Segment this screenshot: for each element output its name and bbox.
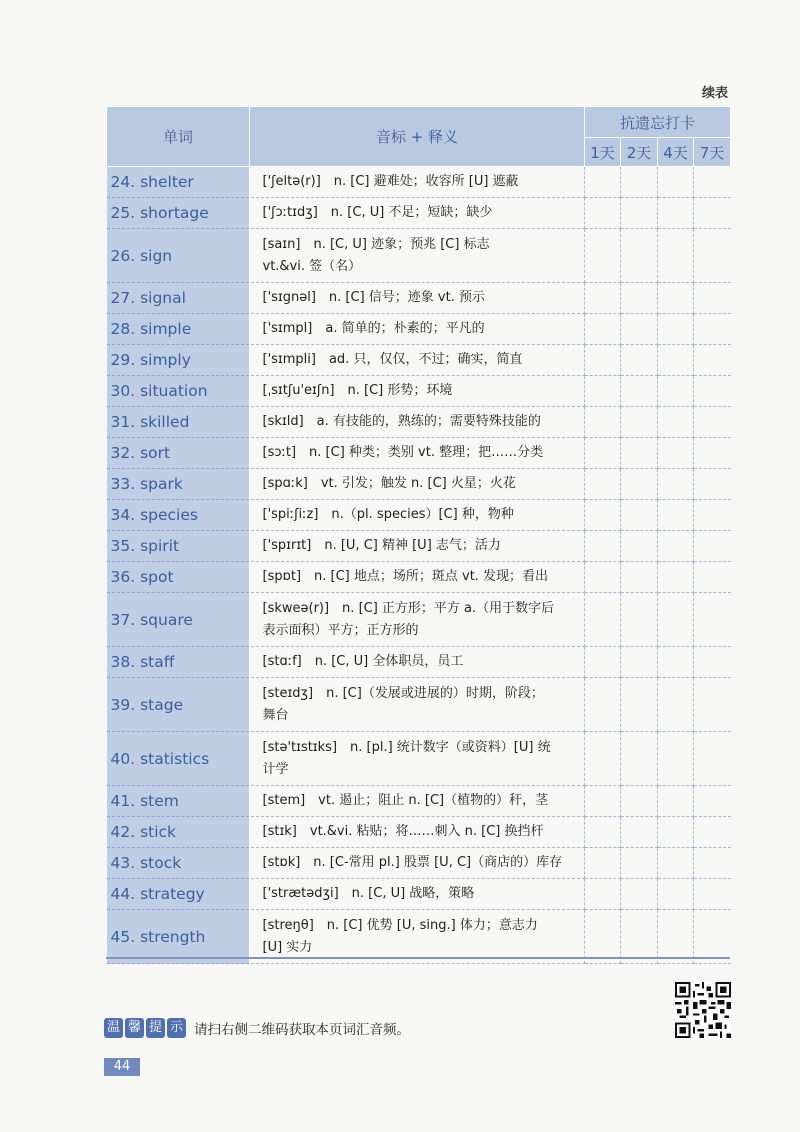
word-cell: 26. sign	[107, 229, 250, 283]
word-cell: 37. square	[107, 593, 250, 647]
checkin-cell-day-1[interactable]	[585, 817, 621, 848]
definition-line: [skɪld] a. 有技能的，熟练的；需要特殊技能的	[262, 414, 541, 429]
checkin-cell-day-2[interactable]	[621, 314, 658, 345]
table-row	[107, 198, 731, 229]
table-row	[107, 469, 731, 500]
checkin-cell-day-2[interactable]	[621, 345, 658, 376]
definition-cell	[250, 562, 585, 593]
checkin-cell-day-1[interactable]	[585, 647, 621, 678]
definition-line: [streŋθ] n. [C] 优势 [U, sing.] 体力；意志力	[262, 917, 538, 933]
word-cell: 29. simply	[107, 345, 250, 376]
continued-label: 续表	[701, 86, 728, 101]
checkin-cell-day-7[interactable]	[694, 229, 731, 283]
checkin-cell-day-2[interactable]	[621, 198, 658, 229]
definition-cell	[250, 283, 585, 314]
definition-line: 计学	[262, 761, 289, 777]
definition-cell	[250, 817, 585, 848]
definition-line: [stɒk] n. [C-常用 pl.] 股票 [U, C]（商店的）库存	[262, 855, 563, 870]
definition-cell	[250, 167, 585, 198]
checkin-cell-day-7[interactable]	[694, 376, 731, 407]
tip-badge-char: 馨	[125, 1018, 144, 1038]
checkin-cell-day-2[interactable]	[621, 407, 658, 438]
checkin-cell-day-1[interactable]	[585, 229, 621, 283]
checkin-cell-day-2[interactable]	[621, 562, 658, 593]
checkin-cell-day-4[interactable]	[658, 879, 694, 910]
checkin-cell-day-2[interactable]	[621, 732, 658, 786]
checkin-cell-day-4[interactable]	[658, 786, 694, 817]
definition-line: ['ʃɔːtɪdʒ] n. [C, U] 不足；短缺；缺少	[262, 205, 493, 220]
header-day-7: 7天	[694, 138, 731, 167]
checkin-cell-day-1[interactable]	[585, 786, 621, 817]
checkin-cell-day-1[interactable]	[585, 879, 621, 910]
checkin-cell-day-4[interactable]	[658, 678, 694, 732]
checkin-cell-day-1[interactable]	[585, 167, 621, 198]
checkin-cell-day-7[interactable]	[694, 593, 731, 647]
checkin-cell-day-1[interactable]	[585, 910, 621, 964]
definition-cell	[250, 376, 585, 407]
table-row	[107, 283, 731, 314]
table-row	[107, 647, 731, 678]
definition-cell	[250, 910, 585, 964]
checkin-cell-day-4[interactable]	[658, 198, 694, 229]
definition-line: [spɑːk] vt. 引发；触发 n. [C] 火星；火花	[262, 476, 516, 491]
table-row	[107, 229, 731, 283]
definition-line: [ˌsɪtʃu'eɪʃn] n. [C] 形势；环境	[262, 383, 453, 398]
word-cell: 33. spark	[107, 469, 250, 500]
checkin-cell-day-2[interactable]	[621, 469, 658, 500]
table-row	[107, 562, 731, 593]
checkin-cell-day-1[interactable]	[585, 469, 621, 500]
definition-line: 舞台	[262, 707, 289, 723]
checkin-cell-day-2[interactable]	[621, 500, 658, 531]
checkin-cell-day-7[interactable]	[694, 732, 731, 786]
checkin-cell-day-7[interactable]	[694, 817, 731, 848]
checkin-cell-day-7[interactable]	[694, 531, 731, 562]
qr-code-icon[interactable]	[675, 982, 731, 1038]
checkin-cell-day-4[interactable]	[658, 562, 694, 593]
checkin-cell-day-1[interactable]	[585, 848, 621, 879]
tip-badge	[104, 1018, 186, 1038]
checkin-cell-day-1[interactable]	[585, 678, 621, 732]
header-word: 单词	[107, 107, 250, 167]
checkin-cell-day-7[interactable]	[694, 345, 731, 376]
checkin-cell-day-1[interactable]	[585, 376, 621, 407]
table-row	[107, 732, 731, 786]
word-cell: 25. shortage	[107, 198, 250, 229]
checkin-cell-day-7[interactable]	[694, 283, 731, 314]
table-row	[107, 438, 731, 469]
word-cell: 42. stick	[107, 817, 250, 848]
header-day-1: 1天	[585, 138, 621, 167]
table-row	[107, 786, 731, 817]
word-cell: 28. simple	[107, 314, 250, 345]
word-cell: 39. stage	[107, 678, 250, 732]
checkin-cell-day-4[interactable]	[658, 469, 694, 500]
checkin-cell-day-4[interactable]	[658, 910, 694, 964]
word-cell: 34. species	[107, 500, 250, 531]
definition-cell	[250, 469, 585, 500]
checkin-cell-day-2[interactable]	[621, 848, 658, 879]
table-row	[107, 167, 731, 198]
checkin-cell-day-7[interactable]	[694, 678, 731, 732]
tip-text: 请扫右侧二维码获取本页词汇音频。	[194, 1022, 410, 1038]
word-cell: 38. staff	[107, 647, 250, 678]
checkin-cell-day-4[interactable]	[658, 848, 694, 879]
checkin-cell-day-2[interactable]	[621, 910, 658, 964]
header-definition: 音标 + 释义	[250, 107, 585, 167]
table-row	[107, 345, 731, 376]
table-row	[107, 879, 731, 910]
checkin-cell-day-4[interactable]	[658, 647, 694, 678]
checkin-cell-day-2[interactable]	[621, 376, 658, 407]
table-row	[107, 817, 731, 848]
tip-badge-char: 示	[167, 1018, 186, 1038]
checkin-cell-day-4[interactable]	[658, 732, 694, 786]
checkin-cell-day-7[interactable]	[694, 500, 731, 531]
checkin-cell-day-2[interactable]	[621, 229, 658, 283]
definition-cell	[250, 848, 585, 879]
checkin-cell-day-1[interactable]	[585, 314, 621, 345]
word-cell: 40. statistics	[107, 732, 250, 786]
definition-line: [saɪn] n. [C, U] 迹象；预兆 [C] 标志	[262, 236, 490, 252]
table-row	[107, 910, 731, 964]
checkin-cell-day-7[interactable]	[694, 469, 731, 500]
checkin-cell-day-4[interactable]	[658, 407, 694, 438]
word-cell: 36. spot	[107, 562, 250, 593]
checkin-cell-day-1[interactable]	[585, 562, 621, 593]
checkin-cell-day-7[interactable]	[694, 786, 731, 817]
checkin-cell-day-7[interactable]	[694, 438, 731, 469]
checkin-cell-day-1[interactable]	[585, 345, 621, 376]
table-row	[107, 376, 731, 407]
word-cell: 30. situation	[107, 376, 250, 407]
table-row	[107, 848, 731, 879]
word-cell: 35. spirit	[107, 531, 250, 562]
tip-badge-char: 提	[146, 1018, 165, 1038]
definition-line: ['spiːʃiːz] n.（pl. species）[C] 种，物种	[262, 507, 514, 522]
definition-line: [stɑːf] n. [C, U] 全体职员，员工	[262, 654, 464, 669]
checkin-cell-day-1[interactable]	[585, 531, 621, 562]
checkin-cell-day-7[interactable]	[694, 198, 731, 229]
table-row	[107, 407, 731, 438]
checkin-cell-day-2[interactable]	[621, 879, 658, 910]
definition-cell	[250, 407, 585, 438]
definition-cell	[250, 531, 585, 562]
table-bottom-rule	[106, 957, 730, 959]
definition-line: ['sɪmpli] ad. 只，仅仅，不过；确实，简直	[262, 352, 523, 367]
checkin-cell-day-1[interactable]	[585, 438, 621, 469]
definition-cell	[250, 500, 585, 531]
tip-badge-char: 温	[104, 1018, 123, 1038]
definition-cell	[250, 229, 585, 283]
definition-cell	[250, 314, 585, 345]
checkin-cell-day-2[interactable]	[621, 817, 658, 848]
word-cell: 44. strategy	[107, 879, 250, 910]
word-cell: 43. stock	[107, 848, 250, 879]
definition-cell	[250, 678, 585, 732]
definition-cell	[250, 732, 585, 786]
checkin-cell-day-2[interactable]	[621, 438, 658, 469]
definition-line: ['spɪrɪt] n. [U, C] 精神 [U] 志气；活力	[262, 538, 501, 553]
word-cell: 32. sort	[107, 438, 250, 469]
checkin-cell-day-7[interactable]	[694, 647, 731, 678]
checkin-cell-day-4[interactable]	[658, 593, 694, 647]
table-row	[107, 531, 731, 562]
definition-cell	[250, 438, 585, 469]
definition-cell	[250, 345, 585, 376]
definition-line: [stə'tɪstɪks] n. [pl.] 统计数字（或资料）[U] 统	[262, 739, 551, 755]
checkin-cell-day-4[interactable]	[658, 229, 694, 283]
checkin-cell-day-7[interactable]	[694, 407, 731, 438]
definition-line: [steɪdʒ] n. [C]（发展或进展的）时期，阶段；	[262, 685, 544, 701]
definition-line: [stem] vt. 遏止；阻止 n. [C]（植物的）秆，茎	[262, 793, 549, 808]
vocabulary-table	[106, 106, 731, 964]
checkin-cell-day-1[interactable]	[585, 283, 621, 314]
header-checkin: 抗遗忘打卡	[585, 107, 731, 138]
table-row	[107, 314, 731, 345]
definition-cell	[250, 786, 585, 817]
checkin-cell-day-2[interactable]	[621, 593, 658, 647]
definition-line: ['ʃeltə(r)] n. [C] 避难处；收容所 [U] 遮蔽	[262, 174, 519, 189]
checkin-cell-day-4[interactable]	[658, 438, 694, 469]
definition-cell	[250, 879, 585, 910]
checkin-cell-day-7[interactable]	[694, 167, 731, 198]
word-cell: 31. skilled	[107, 407, 250, 438]
definition-line: [skweə(r)] n. [C] 正方形；平方 a.（用于数字后	[262, 600, 555, 616]
checkin-cell-day-1[interactable]	[585, 198, 621, 229]
checkin-cell-day-7[interactable]	[694, 562, 731, 593]
definition-line: vt.&vi. 签（名）	[262, 258, 362, 274]
table-body	[107, 167, 731, 964]
table-header	[107, 107, 731, 167]
checkin-cell-day-7[interactable]	[694, 314, 731, 345]
checkin-cell-day-2[interactable]	[621, 647, 658, 678]
page-number: 44	[104, 1058, 140, 1076]
header-day-4: 4天	[658, 138, 694, 167]
checkin-cell-day-4[interactable]	[658, 283, 694, 314]
definition-line: [spɒt] n. [C] 地点；场所；斑点 vt. 发现；看出	[262, 569, 549, 584]
header-day-2: 2天	[621, 138, 658, 167]
checkin-cell-day-4[interactable]	[658, 314, 694, 345]
checkin-cell-day-4[interactable]	[658, 345, 694, 376]
checkin-cell-day-1[interactable]	[585, 593, 621, 647]
checkin-cell-day-4[interactable]	[658, 167, 694, 198]
checkin-cell-day-2[interactable]	[621, 167, 658, 198]
definition-cell	[250, 198, 585, 229]
definition-line: ['strætədʒi] n. [C, U] 战略，策略	[262, 886, 475, 901]
definition-line: [stɪk] vt.&vi. 粘贴；将……刺入 n. [C] 换挡杆	[262, 824, 544, 839]
checkin-cell-day-1[interactable]	[585, 407, 621, 438]
definition-line: ['sɪgnəl] n. [C] 信号；迹象 vt. 预示	[262, 290, 485, 305]
definition-cell	[250, 647, 585, 678]
table-row	[107, 593, 731, 647]
definition-line: ['sɪmpl] a. 简单的；朴素的；平凡的	[262, 321, 485, 336]
word-cell: 27. signal	[107, 283, 250, 314]
tip-section	[104, 1018, 410, 1038]
checkin-cell-day-4[interactable]	[658, 500, 694, 531]
checkin-cell-day-2[interactable]	[621, 678, 658, 732]
checkin-cell-day-4[interactable]	[658, 531, 694, 562]
checkin-cell-day-2[interactable]	[621, 283, 658, 314]
word-cell: 45. strength	[107, 910, 250, 964]
checkin-cell-day-7[interactable]	[694, 879, 731, 910]
checkin-cell-day-2[interactable]	[621, 531, 658, 562]
word-cell: 24. shelter	[107, 167, 250, 198]
definition-line: [sɔːt] n. [C] 种类；类别 vt. 整理；把……分类	[262, 445, 544, 460]
table-row	[107, 678, 731, 732]
checkin-cell-day-4[interactable]	[658, 376, 694, 407]
checkin-cell-day-7[interactable]	[694, 848, 731, 879]
checkin-cell-day-1[interactable]	[585, 732, 621, 786]
definition-line: [U] 实力	[262, 939, 313, 955]
checkin-cell-day-7[interactable]	[694, 910, 731, 964]
table-row	[107, 500, 731, 531]
definition-line: 表示面积）平方；正方形的	[262, 622, 419, 638]
checkin-cell-day-4[interactable]	[658, 817, 694, 848]
checkin-cell-day-1[interactable]	[585, 500, 621, 531]
word-cell: 41. stem	[107, 786, 250, 817]
checkin-cell-day-2[interactable]	[621, 786, 658, 817]
definition-cell	[250, 593, 585, 647]
